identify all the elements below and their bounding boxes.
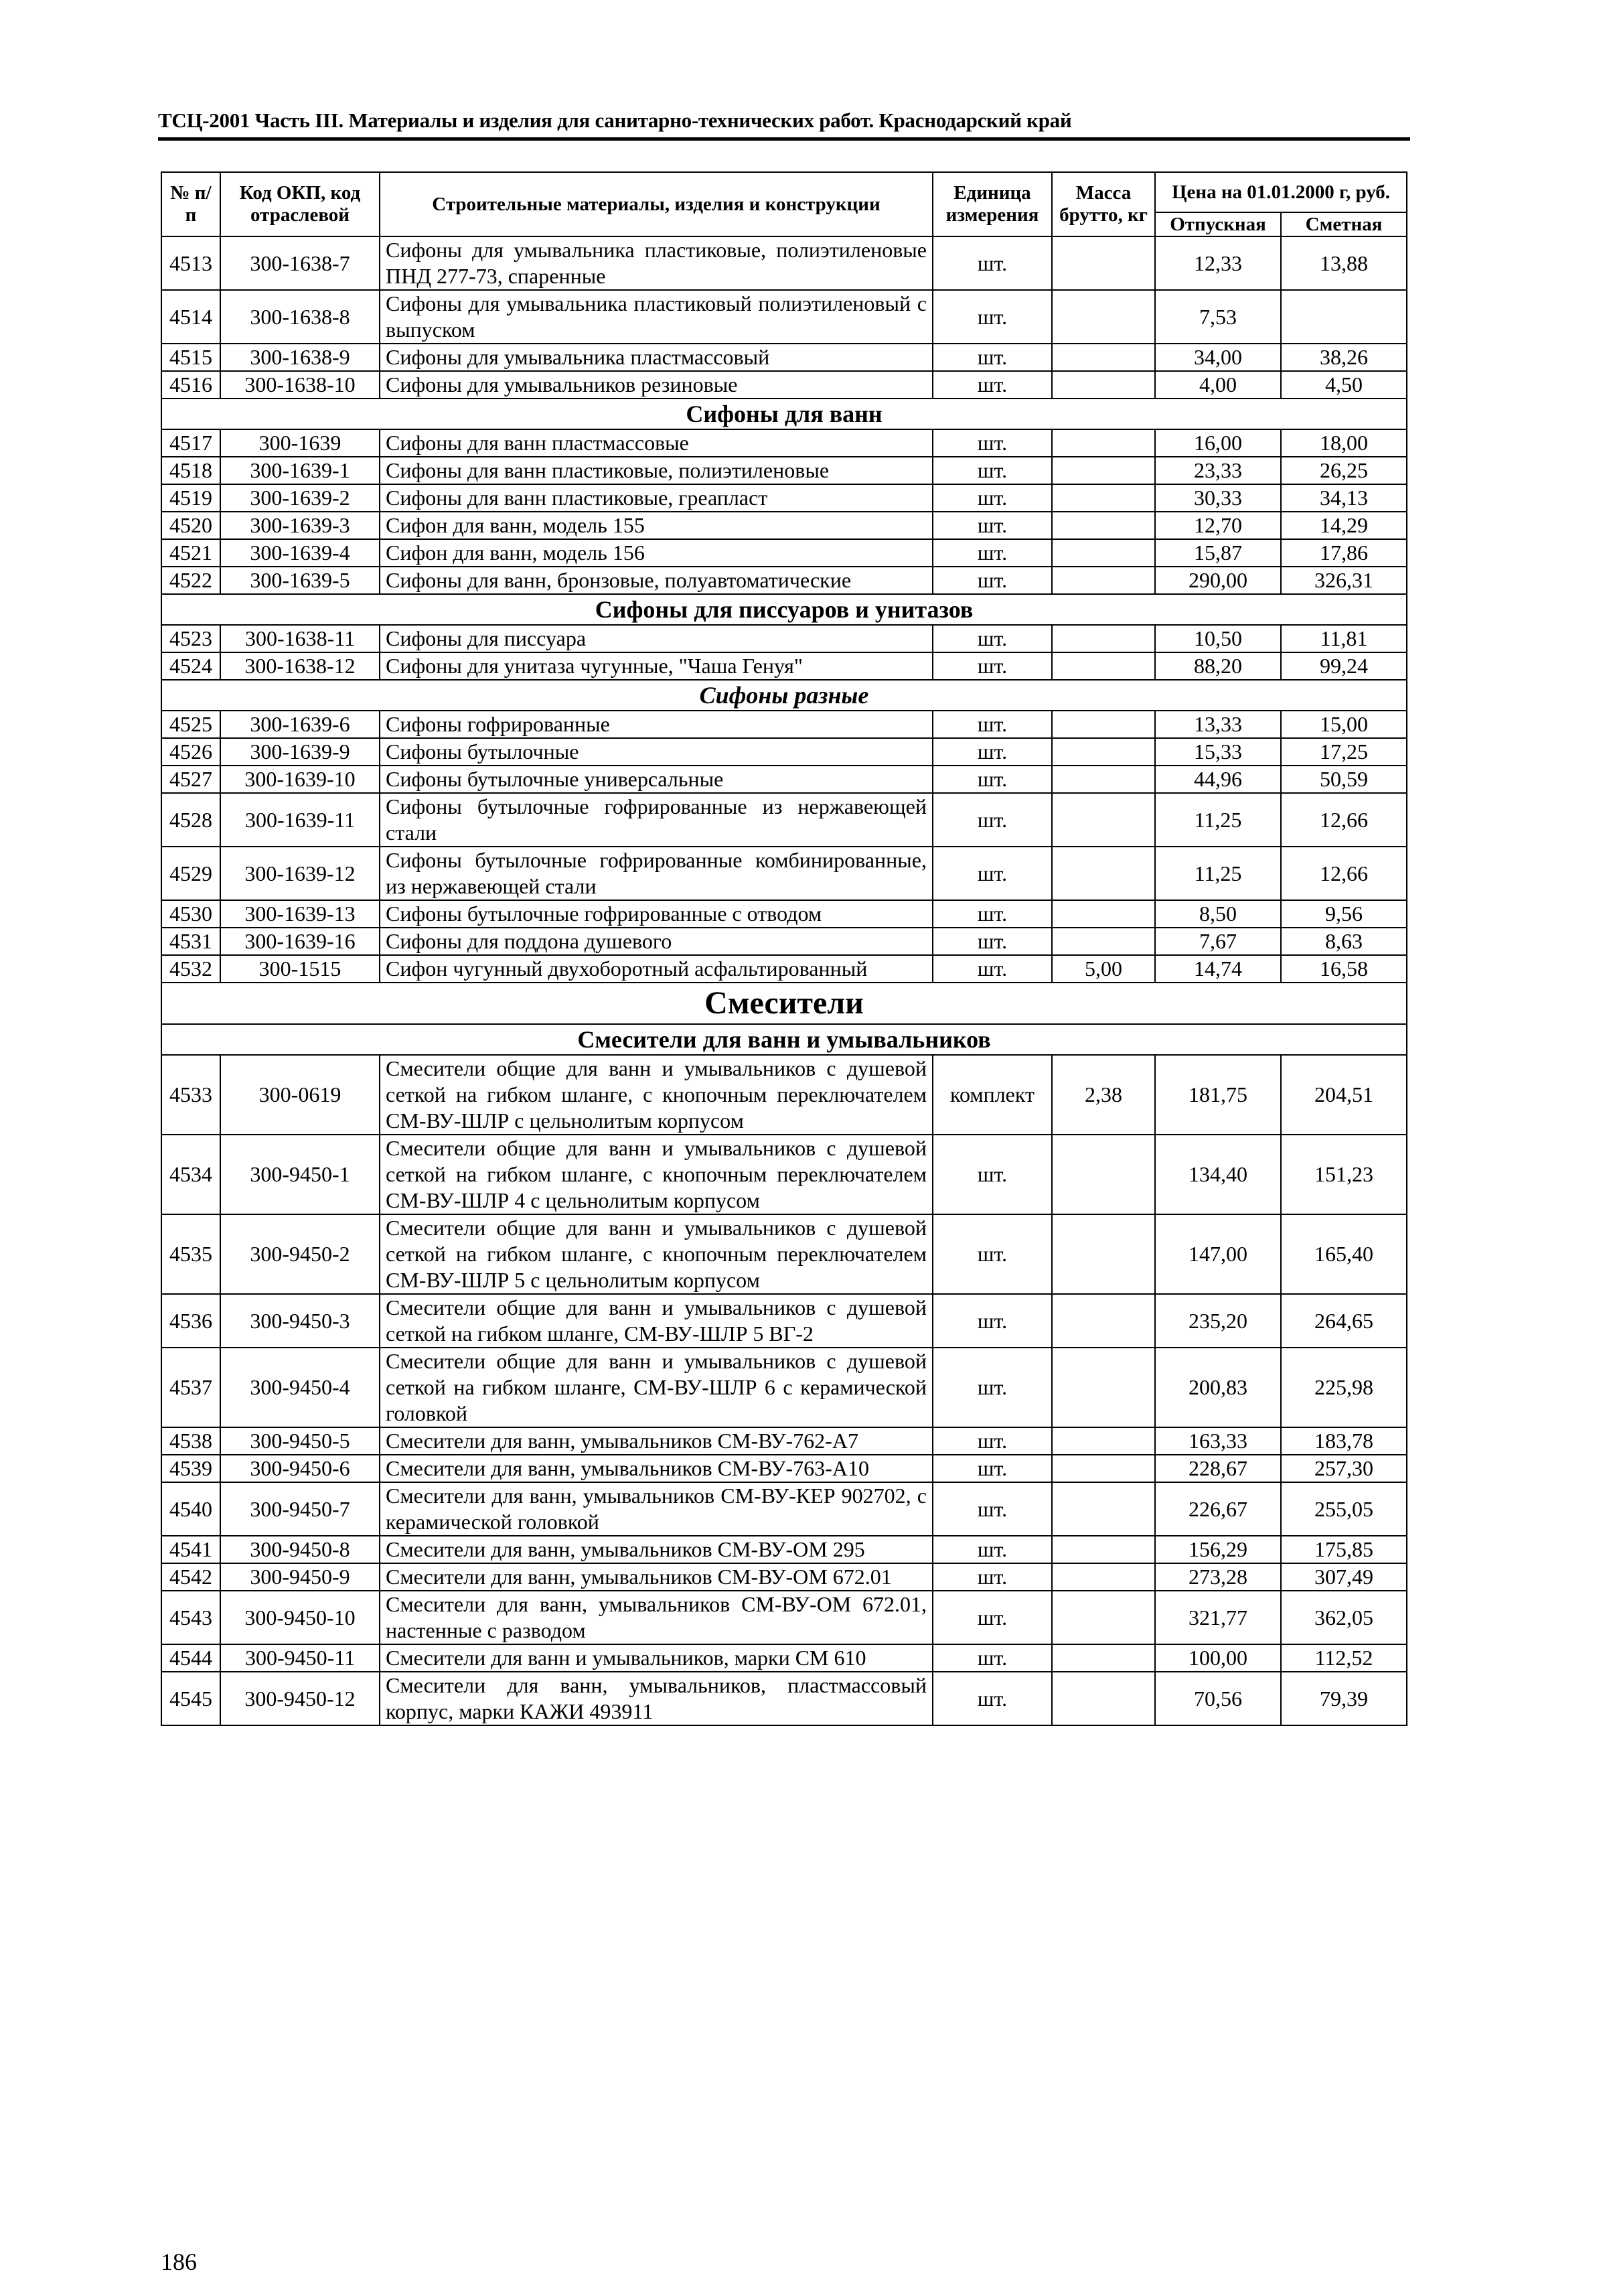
material-name: Сифоны бутылочные гофрированные из нержавеющей стали [380, 793, 933, 847]
price-estimate: 255,05 [1281, 1482, 1407, 1536]
gross-mass [1052, 1294, 1155, 1348]
material-name: Сифоны для ванн, бронзовые, полуавтоматические [380, 567, 933, 594]
price-release: 147,00 [1155, 1214, 1281, 1294]
section-title: Смесители [161, 983, 1407, 1024]
table-row [161, 955, 1407, 983]
unit-of-measure: шт. [933, 1672, 1052, 1725]
okp-code: 300-1639-16 [220, 928, 380, 955]
unit-of-measure: шт. [933, 738, 1052, 766]
okp-code: 300-9450-5 [220, 1427, 380, 1455]
price-estimate: 165,40 [1281, 1214, 1407, 1294]
okp-code: 300-1515 [220, 955, 380, 983]
price-release: 16,00 [1155, 429, 1281, 457]
price-table [161, 171, 1407, 1726]
price-release: 200,83 [1155, 1348, 1281, 1427]
row-number: 4528 [161, 793, 220, 847]
table-row [161, 512, 1407, 539]
gross-mass [1052, 1482, 1155, 1536]
price-release: 11,25 [1155, 847, 1281, 900]
material-name: Смесители общие для ванн и умывальников с душевой сеткой на гибком шланге, с кнопочным переключателем СМ-ВУ-ШЛР 4 с цельнолитым корпусом [380, 1135, 933, 1214]
unit-of-measure: шт. [933, 290, 1052, 344]
price-release: 290,00 [1155, 567, 1281, 594]
unit-of-measure: комплект [933, 1055, 1052, 1135]
row-number: 4535 [161, 1214, 220, 1294]
material-name: Смесители общие для ванн и умывальников с душевой сеткой на гибком шланге, СМ-ВУ-ШЛР 6 с керамической головкой [380, 1348, 933, 1427]
material-name: Сифоны бутылочные гофрированные комбинированные, из нержавеющей стали [380, 847, 933, 900]
price-estimate: 264,65 [1281, 1294, 1407, 1348]
material-name: Смесители для ванн, умывальников СМ-ВУ-ОМ 672.01 [380, 1563, 933, 1591]
table-row [161, 1214, 1407, 1294]
row-number: 4522 [161, 567, 220, 594]
table-header [161, 172, 1407, 236]
material-name: Смесители для ванн, умывальников СМ-ВУ-ОМ 295 [380, 1536, 933, 1563]
gross-mass [1052, 1135, 1155, 1214]
okp-code: 300-9450-11 [220, 1644, 380, 1672]
price-estimate [1281, 290, 1407, 344]
section-header-row [161, 1024, 1407, 1055]
gross-mass [1052, 371, 1155, 399]
price-release: 134,40 [1155, 1135, 1281, 1214]
gross-mass [1052, 290, 1155, 344]
okp-code: 300-1638-12 [220, 652, 380, 680]
price-release: 8,50 [1155, 900, 1281, 928]
row-number: 4534 [161, 1135, 220, 1214]
price-release: 100,00 [1155, 1644, 1281, 1672]
table-row [161, 766, 1407, 793]
unit-of-measure: шт. [933, 1644, 1052, 1672]
row-number: 4521 [161, 539, 220, 567]
price-estimate: 99,24 [1281, 652, 1407, 680]
unit-of-measure: шт. [933, 1135, 1052, 1214]
page-header-title: ТСЦ-2001 Часть III. Материалы и изделия для санитарно-технических работ. Краснодарский край [158, 109, 1072, 132]
price-release: 88,20 [1155, 652, 1281, 680]
row-number: 4536 [161, 1294, 220, 1348]
unit-of-measure: шт. [933, 344, 1052, 371]
material-name: Сифоны для ванн пластмассовые [380, 429, 933, 457]
col-header-price: Цена на 01.01.2000 г, руб. [1155, 172, 1407, 212]
table-row [161, 236, 1407, 290]
material-name: Смесители для ванн, умывальников, пластмассовый корпус, марки КАЖИ 493911 [380, 1672, 933, 1725]
table-row [161, 429, 1407, 457]
material-name: Сифоны бутылочные гофрированные с отводом [380, 900, 933, 928]
price-release: 10,50 [1155, 625, 1281, 652]
unit-of-measure: шт. [933, 1455, 1052, 1482]
price-estimate: 151,23 [1281, 1135, 1407, 1214]
table-row [161, 1563, 1407, 1591]
row-number: 4538 [161, 1427, 220, 1455]
material-name: Смесители для ванн, умывальников СМ-ВУ-762-А7 [380, 1427, 933, 1455]
material-name: Сифоны бутылочные [380, 738, 933, 766]
gross-mass [1052, 738, 1155, 766]
price-estimate: 13,88 [1281, 236, 1407, 290]
section-header-row [161, 680, 1407, 711]
section-title: Сифоны для писсуаров и унитазов [161, 594, 1407, 625]
price-estimate: 14,29 [1281, 512, 1407, 539]
price-estimate: 225,98 [1281, 1348, 1407, 1427]
price-estimate: 50,59 [1281, 766, 1407, 793]
price-release: 44,96 [1155, 766, 1281, 793]
material-name: Сифон чугунный двухоборотный асфальтированный [380, 955, 933, 983]
price-estimate: 8,63 [1281, 928, 1407, 955]
row-number: 4515 [161, 344, 220, 371]
unit-of-measure: шт. [933, 512, 1052, 539]
col-header-price-estimate: Сметная [1281, 212, 1407, 236]
section-title: Сифоны разные [161, 680, 1407, 711]
price-release: 7,67 [1155, 928, 1281, 955]
row-number: 4537 [161, 1348, 220, 1427]
material-name: Сифоны для поддона душевого [380, 928, 933, 955]
table-body [161, 236, 1407, 1725]
unit-of-measure: шт. [933, 711, 1052, 738]
material-name: Смесители для ванн, умывальников СМ-ВУ-ОМ 672.01, настенные с разводом [380, 1591, 933, 1644]
table-row [161, 900, 1407, 928]
gross-mass: 5,00 [1052, 955, 1155, 983]
table-row [161, 652, 1407, 680]
gross-mass [1052, 1563, 1155, 1591]
row-number: 4526 [161, 738, 220, 766]
price-estimate: 15,00 [1281, 711, 1407, 738]
material-name: Сифоны для ванн пластиковые, полиэтиленовые [380, 457, 933, 484]
unit-of-measure: шт. [933, 429, 1052, 457]
header-rule [158, 137, 1410, 141]
material-name: Сифоны для умывальника пластмассовый [380, 344, 933, 371]
price-estimate: 175,85 [1281, 1536, 1407, 1563]
row-number: 4517 [161, 429, 220, 457]
price-release: 321,77 [1155, 1591, 1281, 1644]
unit-of-measure: шт. [933, 539, 1052, 567]
unit-of-measure: шт. [933, 567, 1052, 594]
gross-mass [1052, 1214, 1155, 1294]
page-number: 186 [161, 2248, 197, 2275]
unit-of-measure: шт. [933, 1591, 1052, 1644]
material-name: Сифоны для писсуара [380, 625, 933, 652]
material-name: Смесители для ванн, умывальников СМ-ВУ-763-А10 [380, 1455, 933, 1482]
price-estimate: 79,39 [1281, 1672, 1407, 1725]
price-estimate: 9,56 [1281, 900, 1407, 928]
row-number: 4518 [161, 457, 220, 484]
row-number: 4516 [161, 371, 220, 399]
okp-code: 300-1639-5 [220, 567, 380, 594]
table-row [161, 711, 1407, 738]
okp-code: 300-9450-7 [220, 1482, 380, 1536]
unit-of-measure: шт. [933, 1482, 1052, 1536]
col-header-mass: Масса брутто, кг [1052, 172, 1155, 236]
table-row [161, 1644, 1407, 1672]
gross-mass: 2,38 [1052, 1055, 1155, 1135]
okp-code: 300-1639-12 [220, 847, 380, 900]
gross-mass [1052, 567, 1155, 594]
gross-mass [1052, 1672, 1155, 1725]
unit-of-measure: шт. [933, 1348, 1052, 1427]
price-estimate: 4,50 [1281, 371, 1407, 399]
okp-code: 300-1639-1 [220, 457, 380, 484]
price-estimate: 17,86 [1281, 539, 1407, 567]
gross-mass [1052, 847, 1155, 900]
okp-code: 300-1638-11 [220, 625, 380, 652]
price-estimate: 18,00 [1281, 429, 1407, 457]
table-row [161, 847, 1407, 900]
price-estimate: 307,49 [1281, 1563, 1407, 1591]
price-release: 11,25 [1155, 793, 1281, 847]
row-number: 4525 [161, 711, 220, 738]
table-row [161, 567, 1407, 594]
row-number: 4543 [161, 1591, 220, 1644]
okp-code: 300-1639 [220, 429, 380, 457]
section-title: Смесители для ванн и умывальников [161, 1024, 1407, 1055]
col-header-name: Строительные материалы, изделия и конструкции [380, 172, 933, 236]
price-release: 181,75 [1155, 1055, 1281, 1135]
table-row [161, 1482, 1407, 1536]
material-name: Сифон для ванн, модель 155 [380, 512, 933, 539]
row-number: 4533 [161, 1055, 220, 1135]
gross-mass [1052, 652, 1155, 680]
price-release: 12,33 [1155, 236, 1281, 290]
gross-mass [1052, 793, 1155, 847]
price-release: 12,70 [1155, 512, 1281, 539]
okp-code: 300-1639-10 [220, 766, 380, 793]
price-estimate: 12,66 [1281, 847, 1407, 900]
row-number: 4531 [161, 928, 220, 955]
row-number: 4513 [161, 236, 220, 290]
material-name: Смесители для ванн, умывальников СМ-ВУ-КЕР 902702, с керамической головкой [380, 1482, 933, 1536]
okp-code: 300-9450-1 [220, 1135, 380, 1214]
table-row [161, 793, 1407, 847]
material-name: Сифоны для умывальника пластиковые, полиэтиленовые ПНД 277-73, спаренные [380, 236, 933, 290]
table-row [161, 1427, 1407, 1455]
okp-code: 300-1639-4 [220, 539, 380, 567]
price-estimate: 17,25 [1281, 738, 1407, 766]
table-row [161, 1672, 1407, 1725]
gross-mass [1052, 539, 1155, 567]
gross-mass [1052, 1536, 1155, 1563]
price-estimate: 257,30 [1281, 1455, 1407, 1482]
price-release: 156,29 [1155, 1536, 1281, 1563]
price-estimate: 26,25 [1281, 457, 1407, 484]
price-release: 70,56 [1155, 1672, 1281, 1725]
table-row [161, 344, 1407, 371]
gross-mass [1052, 1455, 1155, 1482]
material-name: Сифоны для унитаза чугунные, "Чаша Генуя" [380, 652, 933, 680]
row-number: 4530 [161, 900, 220, 928]
material-name: Сифоны для ванн пластиковые, греапласт [380, 484, 933, 512]
gross-mass [1052, 900, 1155, 928]
row-number: 4529 [161, 847, 220, 900]
price-release: 163,33 [1155, 1427, 1281, 1455]
price-estimate: 204,51 [1281, 1055, 1407, 1135]
material-name: Смесители для ванн и умывальников, марки СМ 610 [380, 1644, 933, 1672]
gross-mass [1052, 512, 1155, 539]
price-estimate: 183,78 [1281, 1427, 1407, 1455]
row-number: 4527 [161, 766, 220, 793]
section-title: Сифоны для ванн [161, 399, 1407, 429]
table-row [161, 1294, 1407, 1348]
okp-code: 300-1639-3 [220, 512, 380, 539]
unit-of-measure: шт. [933, 1294, 1052, 1348]
gross-mass [1052, 1591, 1155, 1644]
material-name: Сифон для ванн, модель 156 [380, 539, 933, 567]
price-release: 228,67 [1155, 1455, 1281, 1482]
row-number: 4519 [161, 484, 220, 512]
price-release: 34,00 [1155, 344, 1281, 371]
table-row [161, 625, 1407, 652]
material-name: Сифоны бутылочные универсальные [380, 766, 933, 793]
material-name: Сифоны для умывальников резиновые [380, 371, 933, 399]
col-header-num: № п/п [161, 172, 220, 236]
unit-of-measure: шт. [933, 625, 1052, 652]
unit-of-measure: шт. [933, 793, 1052, 847]
table-row [161, 738, 1407, 766]
price-release: 235,20 [1155, 1294, 1281, 1348]
row-number: 4532 [161, 955, 220, 983]
row-number: 4542 [161, 1563, 220, 1591]
row-number: 4540 [161, 1482, 220, 1536]
price-release: 15,87 [1155, 539, 1281, 567]
gross-mass [1052, 344, 1155, 371]
okp-code: 300-1638-8 [220, 290, 380, 344]
table-row [161, 457, 1407, 484]
okp-code: 300-1639-11 [220, 793, 380, 847]
gross-mass [1052, 1348, 1155, 1427]
price-release: 13,33 [1155, 711, 1281, 738]
row-number: 4520 [161, 512, 220, 539]
unit-of-measure: шт. [933, 1427, 1052, 1455]
table-row [161, 1135, 1407, 1214]
okp-code: 300-9450-10 [220, 1591, 380, 1644]
gross-mass [1052, 766, 1155, 793]
row-number: 4541 [161, 1536, 220, 1563]
col-header-price-release: Отпускная [1155, 212, 1281, 236]
okp-code: 300-1639-6 [220, 711, 380, 738]
okp-code: 300-0619 [220, 1055, 380, 1135]
material-name: Смесители общие для ванн и умывальников с душевой сеткой на гибком шланге, с кнопочным переключателем СМ-ВУ-ШЛР с цельнолитым корпусом [380, 1055, 933, 1135]
price-release: 7,53 [1155, 290, 1281, 344]
col-header-code: Код ОКП, код отраслевой [220, 172, 380, 236]
price-estimate: 12,66 [1281, 793, 1407, 847]
okp-code: 300-1639-2 [220, 484, 380, 512]
gross-mass [1052, 484, 1155, 512]
price-estimate: 16,58 [1281, 955, 1407, 983]
gross-mass [1052, 1644, 1155, 1672]
table-row [161, 1591, 1407, 1644]
row-number: 4524 [161, 652, 220, 680]
row-number: 4539 [161, 1455, 220, 1482]
unit-of-measure: шт. [933, 652, 1052, 680]
price-release: 30,33 [1155, 484, 1281, 512]
table-row [161, 484, 1407, 512]
material-name: Смесители общие для ванн и умывальников с душевой сеткой на гибком шланге, с кнопочным переключателем СМ-ВУ-ШЛР 5 с цельнолитым корпусом [380, 1214, 933, 1294]
okp-code: 300-1638-10 [220, 371, 380, 399]
price-estimate: 362,05 [1281, 1591, 1407, 1644]
unit-of-measure: шт. [933, 847, 1052, 900]
major-section-row [161, 983, 1407, 1024]
material-name: Смесители общие для ванн и умывальников с душевой сеткой на гибком шланге, СМ-ВУ-ШЛР 5 ВГ-2 [380, 1294, 933, 1348]
gross-mass [1052, 928, 1155, 955]
okp-code: 300-9450-3 [220, 1294, 380, 1348]
unit-of-measure: шт. [933, 1214, 1052, 1294]
okp-code: 300-1639-9 [220, 738, 380, 766]
okp-code: 300-9450-4 [220, 1348, 380, 1427]
section-header-row [161, 399, 1407, 429]
unit-of-measure: шт. [933, 1536, 1052, 1563]
row-number: 4523 [161, 625, 220, 652]
col-header-unit: Единица измерения [933, 172, 1052, 236]
gross-mass [1052, 457, 1155, 484]
table-row [161, 371, 1407, 399]
unit-of-measure: шт. [933, 484, 1052, 512]
gross-mass [1052, 625, 1155, 652]
price-release: 4,00 [1155, 371, 1281, 399]
okp-code: 300-9450-12 [220, 1672, 380, 1725]
okp-code: 300-1638-7 [220, 236, 380, 290]
price-estimate: 112,52 [1281, 1644, 1407, 1672]
section-header-row [161, 594, 1407, 625]
gross-mass [1052, 236, 1155, 290]
table-row [161, 290, 1407, 344]
gross-mass [1052, 1427, 1155, 1455]
price-estimate: 11,81 [1281, 625, 1407, 652]
okp-code: 300-1639-13 [220, 900, 380, 928]
gross-mass [1052, 711, 1155, 738]
price-release: 23,33 [1155, 457, 1281, 484]
unit-of-measure: шт. [933, 766, 1052, 793]
unit-of-measure: шт. [933, 371, 1052, 399]
price-estimate: 38,26 [1281, 344, 1407, 371]
unit-of-measure: шт. [933, 1563, 1052, 1591]
row-number: 4514 [161, 290, 220, 344]
okp-code: 300-9450-8 [220, 1536, 380, 1563]
okp-code: 300-9450-9 [220, 1563, 380, 1591]
row-number: 4545 [161, 1672, 220, 1725]
table-row [161, 1455, 1407, 1482]
unit-of-measure: шт. [933, 955, 1052, 983]
table-row [161, 1536, 1407, 1563]
table-row [161, 1348, 1407, 1427]
price-release: 14,74 [1155, 955, 1281, 983]
unit-of-measure: шт. [933, 928, 1052, 955]
price-estimate: 326,31 [1281, 567, 1407, 594]
price-release: 273,28 [1155, 1563, 1281, 1591]
row-number: 4544 [161, 1644, 220, 1672]
table-row [161, 1055, 1407, 1135]
table-row [161, 928, 1407, 955]
price-release: 226,67 [1155, 1482, 1281, 1536]
unit-of-measure: шт. [933, 900, 1052, 928]
okp-code: 300-1638-9 [220, 344, 380, 371]
price-release: 15,33 [1155, 738, 1281, 766]
okp-code: 300-9450-6 [220, 1455, 380, 1482]
unit-of-measure: шт. [933, 236, 1052, 290]
gross-mass [1052, 429, 1155, 457]
okp-code: 300-9450-2 [220, 1214, 380, 1294]
material-name: Сифоны гофрированные [380, 711, 933, 738]
price-estimate: 34,13 [1281, 484, 1407, 512]
unit-of-measure: шт. [933, 457, 1052, 484]
material-name: Сифоны для умывальника пластиковый полиэтиленовый с выпуском [380, 290, 933, 344]
table-row [161, 539, 1407, 567]
